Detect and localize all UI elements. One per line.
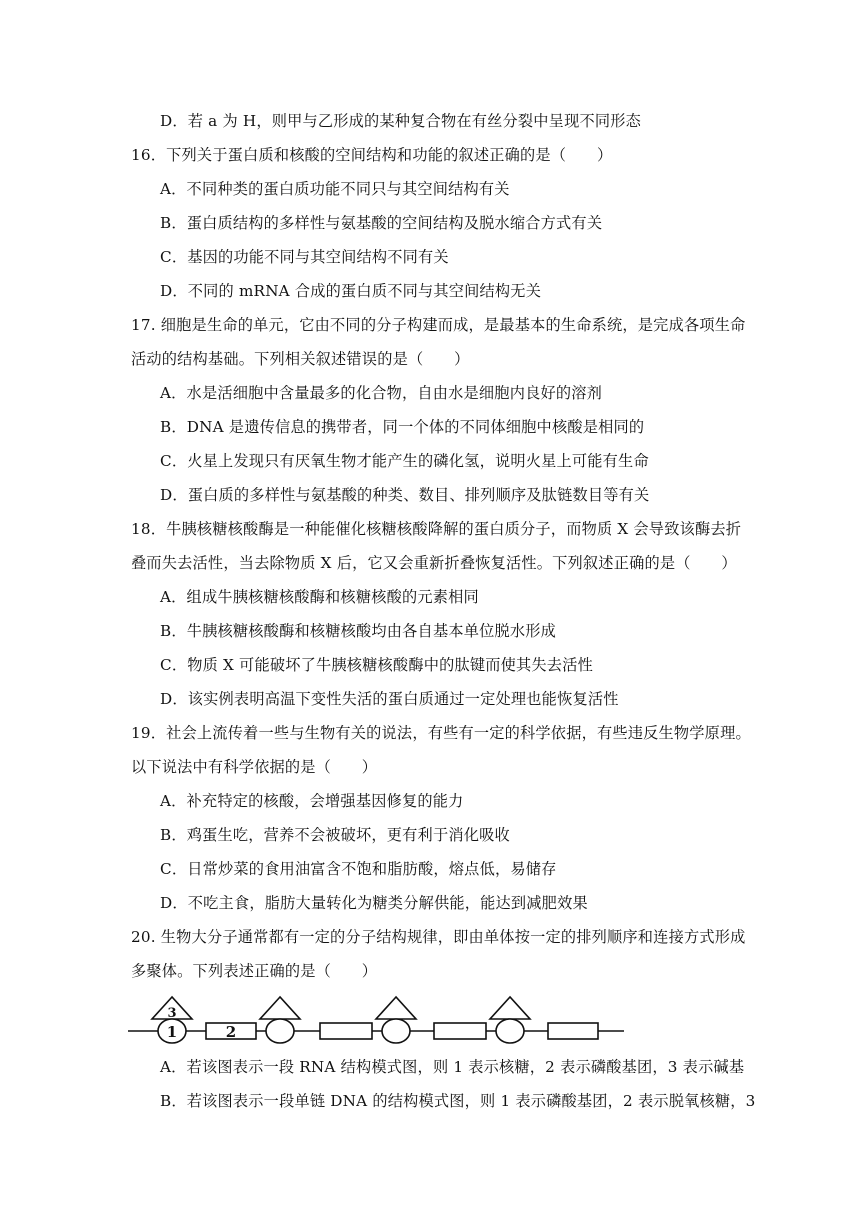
q18-option-a: A．组成牛胰核糖核酸酶和核糖核酸的元素相同	[160, 588, 479, 606]
q17-option-d: D．蛋白质的多样性与氨基酸的种类、数目、排列顺序及肽链数目等有关	[160, 486, 650, 504]
question-19-stem-line1: 19．社会上流传着一些与生物有关的说法，有些有一定的科学依据，有些违反生物学原理。	[131, 724, 751, 742]
label-1: 1	[166, 1023, 178, 1041]
q16-option-b: B．蛋白质结构的多样性与氨基酸的空间结构及脱水缩合方式有关	[160, 214, 603, 232]
q20-option-a: A．若该图表示一段 RNA 结构模式图，则 1 表示核糖，2 表示磷酸基团，3 表示碱基	[160, 1058, 745, 1076]
question-20-stem-line2: 多聚体。下列表述正确的是（ ）	[131, 962, 378, 980]
sugar-circle-3	[382, 1019, 410, 1043]
q17-option-b: B．DNA 是遗传信息的携带者，同一个体的不同体细胞中核酸是相同的	[160, 418, 645, 436]
question-19-stem-line2: 以下说法中有科学依据的是（ ）	[131, 758, 378, 776]
q16-option-c: C．基因的功能不同与其空间结构不同有关	[160, 248, 449, 266]
base-triangle-4	[490, 997, 530, 1019]
sugar-circle-4	[496, 1019, 524, 1043]
base-triangle-3	[376, 997, 416, 1019]
question-18-stem-line1: 18．牛胰核糖核酸酶是一种能催化核糖核酸降解的蛋白质分子，而物质 X 会导致该酶去折	[131, 520, 742, 538]
q19-option-d: D．不吃主食，脂肪大量转化为糖类分解供能，能达到减肥效果	[160, 894, 588, 912]
q18-option-b: B．牛胰核糖核酸酶和核糖核酸均由各自基本单位脱水形成	[160, 622, 557, 640]
q18-option-c: C．物质 X 可能破坏了牛胰核糖核酸酶中的肽键而使其失去活性	[160, 656, 593, 674]
q19-option-c: C．日常炒菜的食用油富含不饱和脂肪酸，熔点低，易储存	[160, 860, 557, 878]
q19-option-a: A．补充特定的核酸，会增强基因修复的能力	[160, 792, 464, 810]
question-17-stem-line1: 17. 细胞是生命的单元，它由不同的分子构建而成，是最基本的生命系统，是完成各项生命	[131, 316, 746, 334]
q16-option-d: D．不同的 mRNA 合成的蛋白质不同与其空间结构无关	[160, 282, 542, 300]
question-16-stem: 16．下列关于蛋白质和核酸的空间结构和功能的叙述正确的是（ ）	[131, 146, 613, 164]
phosphate-rect-2	[320, 1023, 372, 1039]
nucleotide-chain-diagram	[128, 992, 628, 1050]
q17-option-c: C．火星上发现只有厌氧生物才能产生的磷化氢，说明火星上可能有生命	[160, 452, 649, 470]
base-triangle-2	[260, 997, 300, 1019]
question-20-stem-line1: 20. 生物大分子通常都有一定的分子结构规律，即由单体按一定的排列顺序和连接方式形成	[131, 928, 746, 946]
label-2: 2	[225, 1023, 237, 1041]
q18-option-d: D．该实例表明高温下变性失活的蛋白质通过一定处理也能恢复活性	[160, 690, 619, 708]
q16-option-a: A．不同种类的蛋白质功能不同只与其空间结构有关	[160, 180, 510, 198]
question-18-stem-line2: 叠而失去活性，当去除物质 X 后，它又会重新折叠恢复活性。下列叙述正确的是（ ）	[131, 554, 737, 572]
sugar-circle-2	[266, 1019, 294, 1043]
q15-option-d: D．若 a 为 H，则甲与乙形成的某种复合物在有丝分裂中呈现不同形态	[160, 112, 642, 130]
q20-option-b: B．若该图表示一段单链 DNA 的结构模式图，则 1 表示磷酸基团，2 表示脱氧核糖，3	[160, 1092, 756, 1110]
q19-option-b: B．鸡蛋生吃，营养不会被破坏，更有利于消化吸收	[160, 826, 510, 844]
question-17-stem-line2: 活动的结构基础。下列相关叙述错误的是（ ）	[131, 350, 470, 368]
label-3: 3	[167, 1006, 177, 1021]
q17-option-a: A．水是活细胞中含量最多的化合物，自由水是细胞内良好的溶剂	[160, 384, 603, 402]
phosphate-rect-4	[548, 1023, 598, 1039]
phosphate-rect-3	[434, 1023, 486, 1039]
